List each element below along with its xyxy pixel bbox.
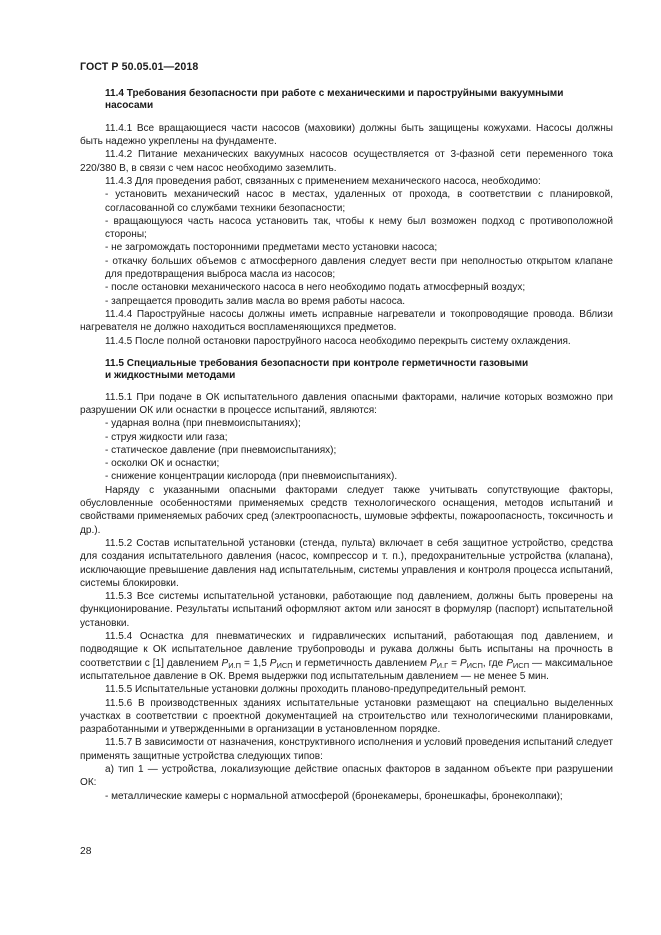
paragraph-hazard-factors: Наряду с указанными опасными факторами следует также учитывать сопутствующие факторы, обусловленные особенностями применяемых средств технологического оснащения, методов испытаний и свойствами применяемых рабочих сред (электроопасность, шумовые эффекты, пожароопасность, токсичность и др.). (80, 484, 613, 536)
list-item: - откачку больших объемов с атмосферного давления следует вести при неполностью открытом клапане для предотвращения выброса масла из насосов; (105, 255, 613, 281)
paragraph-11-5-1: 11.5.1 При подаче в ОК испытательного давления опасными факторами, наличие которых возможно при разрушении ОК или оснастки в процессе испытаний, являются: (80, 391, 613, 416)
list-item: - вращающуюся часть насоса установить так, чтобы к нему был возможен подход с противоположной стороны; (105, 215, 613, 241)
formula-symbol: P (221, 657, 229, 669)
list-item: - струя жидкости или газа; (105, 431, 228, 443)
section-11-5-heading (80, 358, 613, 383)
formula-symbol: P (506, 657, 513, 669)
list-item: - ударная волна (при пневмоиспытаниях); (105, 418, 301, 430)
list-item: - статическое давление (при пневмоиспытаниях); (105, 444, 337, 456)
list-item: - не загромождать посторонними предметами место установки насоса; (105, 242, 438, 254)
paragraph-type-1: а) тип 1 — устройства, локализующие действие опасных факторов в заданном объекте при разрушении ОК: (80, 763, 613, 789)
paragraph-11-4-1: 11.4.1 Все вращающиеся части насосов (маховики) должны быть защищены кожухами. Насосы должны быть надежно укреплены на фундаменте. (80, 122, 613, 148)
formula-symbol: P (269, 657, 277, 669)
formula-symbol: P (429, 657, 437, 669)
formula-subscript: ИСП (512, 660, 530, 670)
section-11-4-heading: 11.4 Требования безопасности при работе с механическими и пароструйными вакуумными насосами (105, 88, 564, 112)
list-item: - установить механический насос в местах, удаленных от прохода, в соответствии с планировкой, согласованной со службами техники безопасности; (105, 189, 613, 214)
paragraph-11-4-2: 11.4.2 Питание механических вакуумных насосов осуществляется от 3-фазной сети переменного тока 220/380 В, в связи с чем насос необходимо заземлить. (80, 149, 613, 174)
paragraph-11-5-7: 11.5.7 В зависимости от назначения, конструктивного исполнения и условий проведения испытаний следует применять защитные устройства следующих типов: (80, 737, 613, 762)
paragraph-11-5-4 (80, 630, 613, 683)
formula-subscript: И.П (228, 660, 242, 670)
formula-subscript: ИСП (276, 660, 293, 670)
formula-symbol: P (459, 657, 467, 669)
text-run: — максимальное испытательное давление в ОК. Время выдержки под испытательным давлением — не менее 5 мин. (80, 657, 613, 682)
text-run: , где (482, 657, 507, 669)
paragraph-11-4-5: 11.4.5 После полной остановки пароструйного насоса необходимо перекрыть систему охлаждения. (105, 335, 571, 347)
paragraph-11-5-6: 11.5.6 В производственных зданиях испытательные установки размещают на специально выделенных участках в соответствии с проектной документацией на строительство или технологическими планировками, разработанными и утвержденными в организации в установленном порядке. (80, 697, 613, 736)
list-item: - после остановки механического насоса в него необходимо подать атмосферный воздух; (105, 282, 526, 294)
text-run: и герметичность давлением (292, 657, 430, 669)
list-item: - снижение концентрации кислорода (при пневмоиспытаниях). (105, 471, 398, 483)
document-body (80, 88, 613, 803)
list-item: - металлические камеры с нормальной атмосферой (бронекамеры, бронешкафы, бронеколпаки); (105, 790, 563, 802)
paragraph-11-5-2: 11.5.2 Состав испытательной установки (стенда, пульта) включает в себя защитное устройство, средства для создания испытательного давления (насос, компрессор и т. п.), предохранительные устройства (клапана), исключающие превышение давления над испытательным, системы управления и контроля процесса испытаний, системы блокировки. (80, 537, 613, 589)
list-item: - осколки ОК и оснастки; (105, 458, 220, 470)
text-run: = (448, 657, 460, 669)
text-run: 11.5.4 Оснастка для пневматических и гидравлических испытаний, работающая под давлением, и подводящие к ОК испытательное давление трубопроводы и рукава должны быть испытаны на прочность в соответствии с [1] давлением (80, 631, 613, 669)
paragraph-11-4-3: 11.4.3 Для проведения работ, связанных с применением механического насоса, необходимо: (105, 176, 541, 187)
paragraph-11-4-4: 11.4.4 Пароструйные насосы должны иметь исправные нагреватели и токопроводящие провода. Вблизи нагревателя не должно находиться воспламеняющихся предметов. (80, 308, 613, 334)
document-number: ГОСТ Р 50.05.01—2018 (80, 61, 199, 73)
page-number: 28 (80, 846, 92, 857)
list-item: - запрещается проводить залив масла во время работы насоса. (105, 295, 406, 307)
text-run: = 1,5 (241, 657, 270, 669)
paragraph-11-5-3: 11.5.3 Все системы испытательной установки, работающие под давлением, должны быть проверены на функционирование. Результаты испытаний оформляют актом или заносят в формуляр (паспорт) испытательной установки. (80, 591, 613, 629)
section-11-5-heading-line2: и жидкостными методами (105, 370, 236, 382)
formula-subscript: И.Г (436, 660, 449, 670)
formula-subscript: ИСП (466, 660, 483, 670)
section-11-5-heading-line1: 11.5 Специальные требования безопасности при контроле герметичности газовыми (105, 357, 529, 369)
paragraph-11-5-5: 11.5.5 Испытательные установки должны проходить планово-предупредительный ремонт. (105, 684, 527, 696)
